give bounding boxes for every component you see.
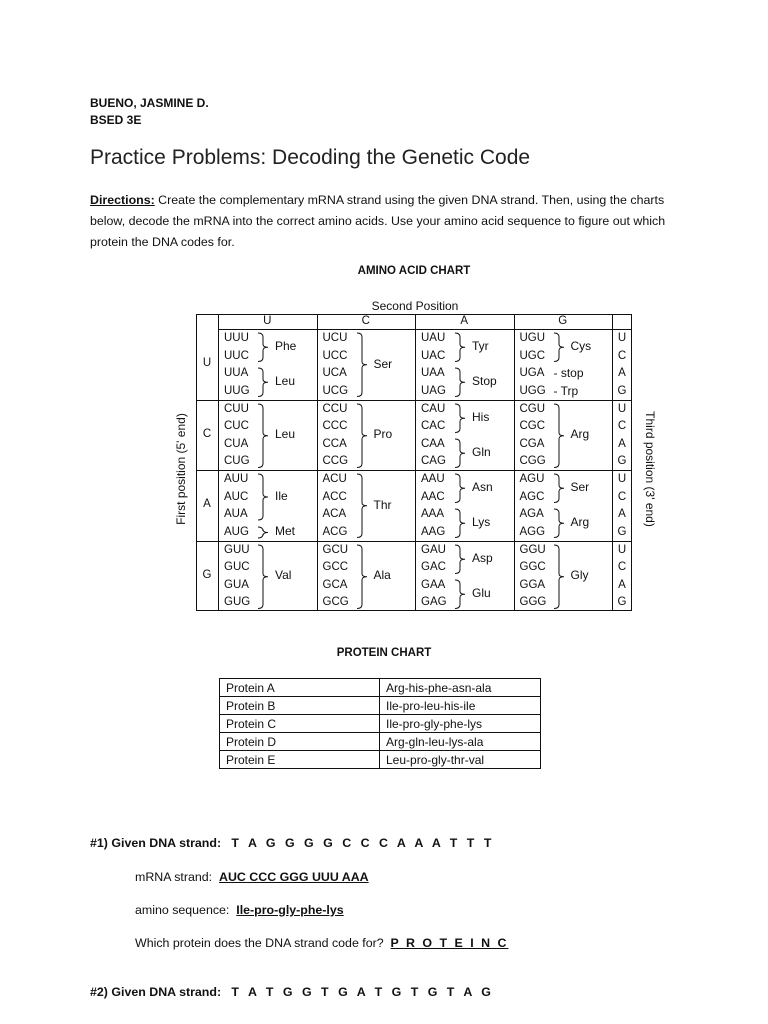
directions-paragraph <box>90 190 680 253</box>
first-position-label: First position (5' end) <box>174 413 188 525</box>
grid-line <box>317 314 318 611</box>
codon: ACG <box>322 525 348 538</box>
codon: GAC <box>421 561 446 573</box>
protein-name: Protein B <box>220 697 380 715</box>
brace-icon <box>552 508 566 539</box>
problem-2-dna: T A T G G T G A T G T G T A G <box>231 985 494 999</box>
amino-acid-label: Val <box>275 568 292 583</box>
amino-acid-label: Ile <box>275 489 288 503</box>
row-header-a: A <box>203 498 211 511</box>
codon: CAU <box>421 402 446 415</box>
protein-row <box>220 697 541 715</box>
codon: AUG <box>224 525 249 538</box>
protein-name: Protein A <box>220 679 380 697</box>
amino-chart-caption: AMINO ACID CHART <box>357 265 471 277</box>
codon: CCU <box>322 402 348 415</box>
amino-acid-label: Cys <box>570 339 592 354</box>
codon: UCC <box>322 349 348 362</box>
codon: AGG <box>519 525 546 538</box>
third-position-u: U <box>617 402 627 415</box>
codon: AAC <box>421 490 445 503</box>
codon: UUA <box>224 367 249 379</box>
codon: GAU <box>421 543 446 556</box>
codon: CUC <box>224 420 249 432</box>
codon: GCC <box>322 561 349 573</box>
problem-2-given <box>90 985 494 999</box>
codon: GAA <box>421 578 446 591</box>
codon: GUU <box>224 543 250 556</box>
codon: UAG <box>421 384 446 397</box>
codon: CCA <box>322 437 347 450</box>
row-header-u: U <box>202 357 212 370</box>
amino-acid-label: Ser <box>570 480 590 495</box>
grid-line <box>631 314 632 611</box>
column-header-g: G <box>558 315 568 327</box>
problem-1-given <box>90 836 494 850</box>
amino-acid-label: Lys <box>472 515 491 530</box>
amino-acid-label: Leu <box>275 427 296 442</box>
codon: AAA <box>421 508 445 520</box>
codon: UGA <box>519 367 545 379</box>
problem-1-question-row <box>135 936 508 950</box>
student-name: BUENO, JASMINE D. <box>90 96 209 110</box>
codon: CUG <box>224 455 250 467</box>
amino-acid-label: Thr <box>373 497 392 512</box>
codon: GCU <box>322 543 349 556</box>
amino-acid-label: Pro <box>373 427 393 442</box>
codon: AUU <box>224 473 249 485</box>
protein-row <box>220 733 541 751</box>
codon: UAU <box>421 332 446 344</box>
codon: AAG <box>421 525 446 538</box>
codon: UCG <box>322 384 349 397</box>
grid-line <box>196 541 632 542</box>
brace-icon <box>453 367 467 398</box>
amino-acid-label: Gly <box>570 568 589 583</box>
grid-line <box>514 314 515 611</box>
amino-acid-label: Ala <box>373 568 391 583</box>
brace-icon <box>552 473 566 504</box>
column-header-a: A <box>460 315 469 327</box>
grid-line <box>612 314 613 611</box>
third-position-c: C <box>617 490 627 503</box>
grid-line <box>218 314 219 611</box>
brace-icon <box>256 544 270 610</box>
protein-sequence: Arg-gln-leu-lys-ala <box>380 733 541 751</box>
codon: UCU <box>322 332 348 344</box>
protein-name: Protein C <box>220 715 380 733</box>
row-header-c: C <box>202 427 212 440</box>
protein-answer: P R O T E I N C <box>390 936 509 950</box>
brace-icon <box>355 544 369 610</box>
amino-acid-label: Tyr <box>472 339 489 354</box>
codon: CUU <box>224 402 249 415</box>
codon: AUA <box>224 508 248 520</box>
brace-icon <box>453 403 467 434</box>
amino-acid-grid <box>196 314 632 611</box>
codon: UCA <box>322 367 347 379</box>
problem-1-number: #1) <box>90 836 108 850</box>
brace-icon <box>453 508 467 539</box>
problem-1-given-label: Given DNA strand: <box>111 836 222 850</box>
problem-1-mrna-row <box>135 870 369 884</box>
codon: CAG <box>421 455 446 467</box>
codon: UGG <box>519 384 546 397</box>
protein-name: Protein E <box>220 751 380 769</box>
third-position-g: G <box>617 596 627 608</box>
amino-label: amino sequence: <box>135 903 230 917</box>
column-header-c: C <box>361 315 370 327</box>
codon: GGC <box>519 561 546 573</box>
protein-sequence: Leu-pro-gly-thr-val <box>380 751 541 769</box>
mrna-label: mRNA strand: <box>135 870 213 884</box>
amino-acid-label: Glu <box>472 585 491 600</box>
brace-icon <box>453 332 467 363</box>
amino-acid-label: Ser <box>373 356 393 371</box>
codon: ACC <box>322 490 347 503</box>
amino-acid-label: Arg <box>570 427 590 442</box>
codon: GCG <box>322 596 349 608</box>
directions-text: Create the complementary mRNA strand using the given DNA strand. Then, using the charts below, decode the mRNA into the correct amino acids. Use your amino acid sequence to figure out which protein the DNA codes for. <box>90 193 666 249</box>
codon: UGC <box>519 349 546 362</box>
third-position-u: U <box>617 332 627 344</box>
third-position-c: C <box>617 561 627 573</box>
brace-icon <box>453 473 467 504</box>
amino-acid-label: Arg <box>570 515 590 530</box>
amino-answer: Ile-pro-gly-phe-lys <box>236 903 344 917</box>
codon: GAG <box>421 596 447 608</box>
brace-icon <box>453 438 467 469</box>
directions-label: Directions: <box>90 193 155 207</box>
codon: CCG <box>322 455 349 467</box>
amino-acid-label: Met <box>275 524 296 538</box>
codon: GGA <box>519 578 546 591</box>
codon: GUG <box>224 596 251 608</box>
codon: UGU <box>519 332 546 344</box>
codon: AGC <box>519 490 545 503</box>
codon: UAA <box>421 367 445 379</box>
grid-line <box>218 329 632 330</box>
page-title: Practice Problems: Decoding the Genetic Code <box>90 146 531 169</box>
column-header-u: U <box>263 315 272 327</box>
codon: UUC <box>224 349 249 362</box>
codon: AGA <box>519 508 544 520</box>
brace-icon <box>256 473 270 521</box>
brace-icon <box>256 367 270 398</box>
mrna-answer: AUC CCC GGG UUU AAA <box>219 870 369 884</box>
brace-icon <box>552 544 566 610</box>
brace-icon <box>453 544 467 575</box>
brace-icon <box>355 403 369 469</box>
brace-icon <box>256 526 270 539</box>
codon: CGA <box>519 437 545 450</box>
third-position-c: C <box>617 420 627 432</box>
codon: UUG <box>224 384 250 397</box>
problem-1-amino-row <box>135 903 344 917</box>
amino-acid-label: - stop <box>553 366 584 380</box>
protein-row <box>220 751 541 769</box>
protein-sequence: Ile-pro-gly-phe-lys <box>380 715 541 733</box>
codon: ACU <box>322 473 347 485</box>
codon: CAC <box>421 420 446 432</box>
brace-icon <box>552 332 566 363</box>
third-position-a: A <box>618 578 626 591</box>
codon: GCA <box>322 578 348 591</box>
grid-line <box>196 470 632 471</box>
brace-icon <box>256 332 270 363</box>
codon: CGU <box>519 402 546 415</box>
third-position-g: G <box>617 525 627 538</box>
grid-line <box>415 314 416 611</box>
course-section: BSED 3E <box>90 113 142 127</box>
protein-sequence: Ile-pro-leu-his-ile <box>380 697 541 715</box>
protein-sequence: Arg-his-phe-asn-ala <box>380 679 541 697</box>
problem-1-dna: T A G G G G C C C A A A T T T <box>231 836 495 850</box>
codon: ACA <box>322 508 347 520</box>
amino-acid-label: Asn <box>472 480 493 495</box>
amino-acid-label: His <box>472 409 490 424</box>
amino-acid-label: Leu <box>275 374 296 389</box>
brace-icon <box>453 579 467 610</box>
third-position-a: A <box>618 437 626 450</box>
third-position-a: A <box>618 367 626 379</box>
codon: UUU <box>224 332 249 344</box>
second-position-label: Second Position <box>371 299 459 313</box>
third-position-u: U <box>617 473 627 485</box>
codon: GGU <box>519 543 546 556</box>
row-header-g: G <box>202 568 212 581</box>
brace-icon <box>355 473 369 539</box>
brace-icon <box>355 332 369 398</box>
brace-icon <box>552 403 566 469</box>
codon: CGG <box>519 455 546 467</box>
problem-2-given-label: Given DNA strand: <box>111 985 222 999</box>
codon: AGU <box>519 473 545 485</box>
amino-acid-label: Asp <box>472 550 493 565</box>
protein-chart-caption: PROTEIN CHART <box>336 647 432 659</box>
codon: CUA <box>224 437 249 450</box>
codon: CAA <box>421 437 445 450</box>
third-position-g: G <box>617 384 627 397</box>
third-position-u: U <box>617 543 627 556</box>
third-position-a: A <box>618 508 626 520</box>
codon: CCC <box>322 420 348 432</box>
codon: GGG <box>519 596 547 608</box>
brace-icon <box>256 403 270 469</box>
problem-2-number: #2) <box>90 985 108 999</box>
protein-row <box>220 715 541 733</box>
codon: GUC <box>224 561 250 573</box>
codon: AUC <box>224 490 249 503</box>
protein-table <box>219 678 541 769</box>
codon: GUA <box>224 578 249 591</box>
third-position-label: Third position (3' end) <box>643 411 657 527</box>
protein-question: Which protein does the DNA strand code for? <box>135 936 384 950</box>
amino-acid-label: - Trp <box>553 383 579 398</box>
codon: CGC <box>519 420 546 432</box>
protein-row <box>220 679 541 697</box>
codon: UAC <box>421 349 446 362</box>
third-position-c: C <box>617 349 627 362</box>
amino-acid-label: Phe <box>275 339 297 354</box>
grid-line <box>196 610 632 611</box>
amino-acid-label: Gln <box>472 444 491 459</box>
codon: AAU <box>421 473 445 485</box>
amino-acid-label: Stop <box>472 374 497 389</box>
protein-name: Protein D <box>220 733 380 751</box>
grid-line <box>196 400 632 401</box>
third-position-g: G <box>617 455 627 467</box>
